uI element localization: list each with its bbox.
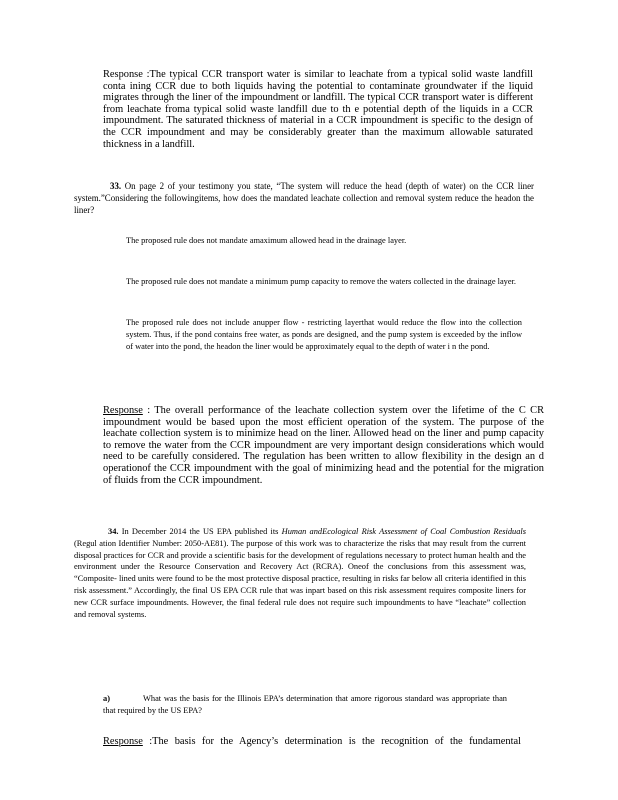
question-34-text: (Regul ation Identifier Number: 2050-AE81). The purpose of this work was to characterize the risks that may result from the current disposal practices for CCR and provide a scientific basis for the development of regulations necessary to protect human health and the environment under the Resource Conservation and Recovery Act (RCRA). Oneof the conclusions from this assessment was, “Composite- lined units were found to be the most protective disposal practice, resulting in risks far below all criteria identified in this risk assessment.” Accordingly, the final US EPA CCR rule that was inpart based on this risk assessment requires composite liners for new CCR surface impoundments. However, the final federal rule does not require such impoundments to have “leachate” collection and removal systems. [74,538,526,619]
question-34a-text: What was the basis for the Illinois EPA’s determination that amore rigorous standard was appropriate than that required by the US EPA? [103,694,507,715]
question-34-title: Human andEcological Risk Assessment of Coal Combustion Residuals [281,527,527,536]
question-34-intro: In December 2014 the US EPA published its [121,527,279,536]
question-34a [103,693,507,717]
question-33-bullet-1: The proposed rule does not mandate amaximum allowed head in the drainage layer. [126,236,407,245]
response-33-text: : The overall performance of the leachate collection system over the lifetime of the C CR impoundment would be based upon the most efficient operation of the system. The purpose of the leachate collection system is to minimize head on the liner. Allowed head on the liner and pump capacity to remove the water from the CCR impoundment are very important design considerations which would need to be carefully considered. The regulation has been written to allow flexibility in the design an d operationof the CCR impoundment with the goal of minimizing head and the potential for the migration of fluids from the CCR impoundment. [103,405,544,486]
question-33-number: 33. [110,181,122,191]
question-33 [74,180,534,216]
question-33-bullet-2: The proposed rule does not mandate a minimum pump capacity to remove the waters collected in the drainage layer. [126,277,517,286]
response-33-paragraph [103,405,544,486]
response-33-label: Response [103,405,143,416]
response-34a-text: :The basis for the Agency’s determination is the recognition of the fundamental [149,736,521,747]
response-32-paragraph: Response :The typical CCR transport water is similar to leachate from a typical solid waste landfill conta ining CCR due to both liquids having the potential to contaminate groundwater if the liquid migrates through the liner of the impoundment or landfill. The typical CCR transport water is different from leachate froma typical solid waste landfill due to th e potential depth of the liquids in a CCR impoundment. The saturated thickness of material in a CCR impoundment is specific to the design of the CCR impoundment and may be considerably greater than the maximum allowable saturated thickness in a landfill. [103,69,533,150]
question-34 [74,526,526,620]
question-33-text: On page 2 of your testimony you state, “The system will reduce the head (depth of water) on the CCR liner system.”Considering the followingitems, how does the mandated leachate collection and removal system reduce the headon the liner? [74,181,535,215]
question-34-number: 34. [108,527,119,536]
question-34a-label: a) [103,694,110,703]
response-34a-label: Response [103,736,143,747]
response-34a-paragraph [103,736,521,748]
question-33-bullet-3: The proposed rule does not include anupper flow - restricting layerthat would reduce the flow into the collection system. Thus, if the pond contains free water, as ponds are designed, and the pump system is exceeded by the inflow of water into the pond, the headon the liner would be approximately equal to the depth of water i n the pond. [126,318,522,351]
